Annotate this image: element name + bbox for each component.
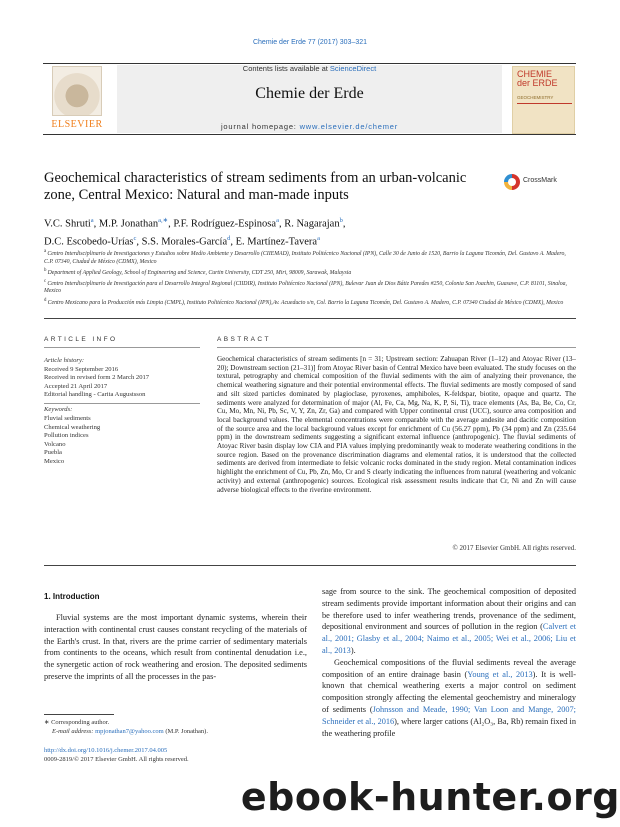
cover-divider [517, 103, 572, 104]
info-divider [44, 403, 200, 404]
abstract-copyright: © 2017 Elsevier GmbH. All rights reserved. [452, 544, 576, 552]
elsevier-wordmark: ELSEVIER [51, 119, 103, 130]
crossmark-button[interactable] [504, 174, 574, 190]
homepage-link[interactable]: www.elsevier.de/chemer [299, 122, 399, 131]
affiliation-marker: c [44, 278, 48, 284]
journal-homepage-line [117, 122, 502, 131]
history-item: Received 9 September 2016 [44, 365, 119, 373]
elsevier-tree-icon [52, 66, 102, 116]
intro-paragraph-2: Geochemical compositions of the fluvial sediments reveal the average composition of an entire drainage basin (Young et al., 2013). It is well-known that chemical weathering exerts a major control on sediment composition strongly affecting the elemental geochemistry and mineralogy of sediments (Johnsson and Meade, 1990; Van Loon and Mange, 2007; Schneider et al., 2016), where larger cations (Al₂O₃, Ba, Rb) remain fixed in the weathering profile [322, 657, 576, 738]
contents-prefix: Contents lists available at [242, 64, 330, 73]
email-line: E-mail address: mpjonathan7@yahoo.com (M.P. Jonathan). [52, 727, 208, 735]
article-title: Geochemical characteristics of stream sediments from an urban-volcanic zone, Central Mexico: Natural and man-made inputs [44, 170, 467, 203]
author-affiliation-marker[interactable]: a,∗ [158, 217, 169, 224]
affiliation-item [44, 267, 576, 278]
author-email-link[interactable]: mpjonathan7@yahoo.com [95, 727, 164, 735]
crossmark-label: CrossMark [523, 177, 557, 184]
affiliation-text: Department of Applied Geology, School of Engineering and Science, Curtin University, CDT 250, Miri, 98009, Sarawak, Malaysia [47, 269, 352, 276]
author-affiliation-marker[interactable]: d [227, 234, 231, 242]
affiliations [44, 248, 576, 308]
corresponding-label: ∗ Corresponding author. [44, 719, 110, 726]
crossmark-icon [504, 174, 520, 190]
author-name[interactable]: V.C. Shruti [44, 218, 91, 230]
keywords-list [44, 415, 200, 467]
journal-title: Chemie der Erde [255, 85, 364, 102]
homepage-prefix: journal homepage: [220, 122, 300, 131]
doi-block [44, 747, 307, 764]
author-affiliation-marker[interactable]: c [133, 234, 137, 242]
author-name[interactable]: R. Nagarajan [284, 218, 340, 230]
corresponding-author-footnote [44, 719, 307, 736]
keyword-item: Volcano [44, 440, 66, 448]
author-separator: , [168, 218, 174, 230]
history-item: Accepted 21 April 2017 [44, 382, 108, 390]
author-separator: , [342, 218, 346, 230]
article-info-heading: ARTICLE INFO [44, 336, 118, 343]
affiliation-item [44, 297, 576, 308]
author-affiliation-marker[interactable]: a [90, 217, 94, 224]
history-item: Received in revised form 2 March 2017 [44, 374, 150, 382]
sciencedirect-link[interactable]: ScienceDirect [329, 64, 377, 73]
author-separator: , [136, 236, 142, 247]
divider-top [44, 318, 576, 319]
intro-paragraph-1: sage from source to the sink. The geochemical composition of deposited stream sediments provide important information about their origins and can be therefore used to infer weathering trends, provenance of the sediment, depositional environment and sources of pollution in the region (Calvert et al., 2001; Glasby et al., 2004; Naimo et al., 2005; Wei et al., 2006; Liu et al., 2013). [322, 587, 576, 655]
doi-link[interactable]: http://dx.doi.org/10.1016/j.chemer.2017.04.005 [44, 747, 168, 754]
journal-citation[interactable]: Chemie der Erde 77 (2017) 303–321 [252, 39, 368, 46]
cover-title-line-2: der ERDE [517, 77, 558, 88]
author-separator: , [278, 218, 285, 230]
article-history-list [44, 366, 200, 400]
author-name[interactable]: D.C. Escobedo-Urías [44, 236, 134, 247]
article-info-rule [44, 347, 200, 348]
author-list [44, 214, 564, 249]
author-name[interactable]: M.P. Jonathan [98, 218, 159, 230]
article-info-panel [44, 357, 200, 467]
elsevier-logo[interactable] [44, 66, 110, 134]
affiliation-marker: b [44, 267, 48, 273]
introduction-left-column: Fluvial systems are the most important dynamic systems, wherein their interaction with continental crust causes constant recycling of the materials of the Earth's crust. In that, rivers are the prime carrier of sedimentary materials from continents to the oceans, which result from continental denudation i.e., the synergetic action of rock weathering and erosion. The deposited sediments preserve the imprints of all the processes in the pas- [44, 613, 307, 681]
author-name[interactable]: S.S. Morales-García [141, 236, 228, 247]
footnote-rule [44, 714, 114, 715]
author-affiliation-marker[interactable]: a [317, 234, 320, 242]
contents-available-line [117, 64, 502, 73]
keyword-item: Pollution indices [44, 432, 89, 440]
keyword-item: Puebla [44, 449, 62, 457]
article-history-label: Article history: [44, 357, 85, 364]
history-item: Editorial handling - Carita Augustsson [44, 391, 146, 399]
citation-link[interactable]: Johnsson and Meade, 1990; Van Loon and Mange, 2007; Schneider et al., 2016 [322, 704, 576, 726]
abstract-rule [217, 347, 576, 348]
author-separator: , [230, 236, 236, 247]
affiliation-text: Centro Mexicano para la Producción más Limpia (CMPL), Instituto Politécnico Nacional (IPN),Av. Acueducto s/n, Col. Barrio la Laguna Ticomán, Del. Gustavo A. Madero, C.P. 07340 Ciudad de México (CDMX), Mexico [47, 299, 564, 306]
affiliation-text: Centro Interdisciplinario de Investigaciones y Estudios sobre Medio Ambiente y Desarrollo (CIIEMAD), Instituto Politécnico Nacional (IPN), Calle 30 de Junio de 1520, Barrio la Laguna Ticomán, Del. Gustavo A. Madero, C.P. 07340, Ciudad de México (CDMX), Mexico [44, 250, 566, 265]
divider-bottom [44, 565, 576, 566]
cover-title [517, 70, 558, 87]
abstract-heading: ABSTRACT [217, 336, 271, 343]
keywords-label: Keywords: [44, 406, 73, 414]
introduction-right-column [322, 586, 576, 739]
journal-cover-image[interactable] [512, 66, 575, 134]
keyword-item: Mexico [44, 458, 65, 466]
author-affiliation-marker[interactable]: a [276, 217, 279, 224]
author-name[interactable]: E. Martínez-Tavera [235, 236, 318, 247]
affiliation-text: Centro Interdisciplinario de Investigación para el Desarrollo Integral Regional (CIIDIR), Instituto Politécnico Nacional (IPN), Bulevar Juan de Dios Bátiz Paredes #250, Colonia San Joachin, Guasave, C.P. 81101, Sinaloa, Mexico [44, 280, 567, 295]
citation-link[interactable]: Calvert et al., 2001; Glasby et al., 2004; Naimo et al., 2005; Wei et al., 2006; Liu et al., 2013 [322, 622, 576, 655]
cover-subtitle: GEOCHEMISTRY [517, 95, 554, 100]
author-affiliation-marker[interactable]: b [339, 217, 343, 224]
watermark-text: ebook-hunter.org [240, 775, 620, 819]
keyword-item: Fluvial sediments [44, 415, 91, 423]
affiliation-marker: d [44, 297, 48, 303]
author-name[interactable]: P.F. Rodríguez-Espinosa [173, 218, 277, 230]
citation-link[interactable]: Young et al., 2013 [467, 669, 533, 679]
author-separator: , [93, 218, 99, 230]
abstract-text: Geochemical characteristics of stream sediments [n = 31; Upstream section: Zahuapan River (1–12) and Atoyac River (13–20); Downstream section (21–31)] from Atoyac River basin of Central Mexico have been evaluated. The study focuses on the textural, petrography and chemical composition of the fluvial sediments with the aim of analyzing their provenance, the chemical weathering signature and their potential environmental effects. The fluvial sediments are mostly composed of sand and silt sized particles dominated by plagioclase, pyroxenes, amphiboles, K-feldspar, biotite, opaque and quartz. The sediments were analyzed for determination of major (Al, Fe, Ca, Mg, Na, K, P, Si, Ti), trace elements (As, Ba, Be, Co, Cr, Cu, Mo, Mn, Ni, Pb, Sc, V, Y, Zn, Zr, Ga) and compared with Upper continental crust (UCC), source area composition and local background values. The elemental concentrations were comparable with the average andesite and dacitic composition of the source area and the local background values except for enrichment of Cu (56.27 ppm), Pb (34 ppm) and Zn (235.64 ppm) in the downstream sediments suggesting a significant external influence (anthropogenic). The fluvial sediments of Atoyac River basin display low CIA and PIA values implying predominantly weak to moderate weathering conditions in the source region. Based on the provenance discrimination diagrams and elemental ratios, it is understood that the collected sediments are derived from intermediate to felsic volcanic rocks dominated in the study region. Metal contamination indices highlight the enrichment of Cu, Pb, Zn, Mo, Cr and S clearly indicating the influences from natural (weathering and volcanic activity) and external (anthropogenic) sources. Ecological risk assessment results indicate that Cr, Ni and Zn will cause adverse biological effects to the riverine environment. [217, 355, 576, 494]
affiliation-item [44, 278, 576, 296]
keyword-item: Chemical weathering [44, 423, 101, 431]
issn-line: 0009-2819/© 2017 Elsevier GmbH. All rights reserved. [44, 755, 189, 763]
affiliation-marker: a [44, 249, 48, 254]
affiliation-item [44, 248, 576, 266]
introduction-heading: 1. Introduction [44, 592, 100, 601]
cover-title-line-1: CHEMIE [517, 69, 553, 79]
